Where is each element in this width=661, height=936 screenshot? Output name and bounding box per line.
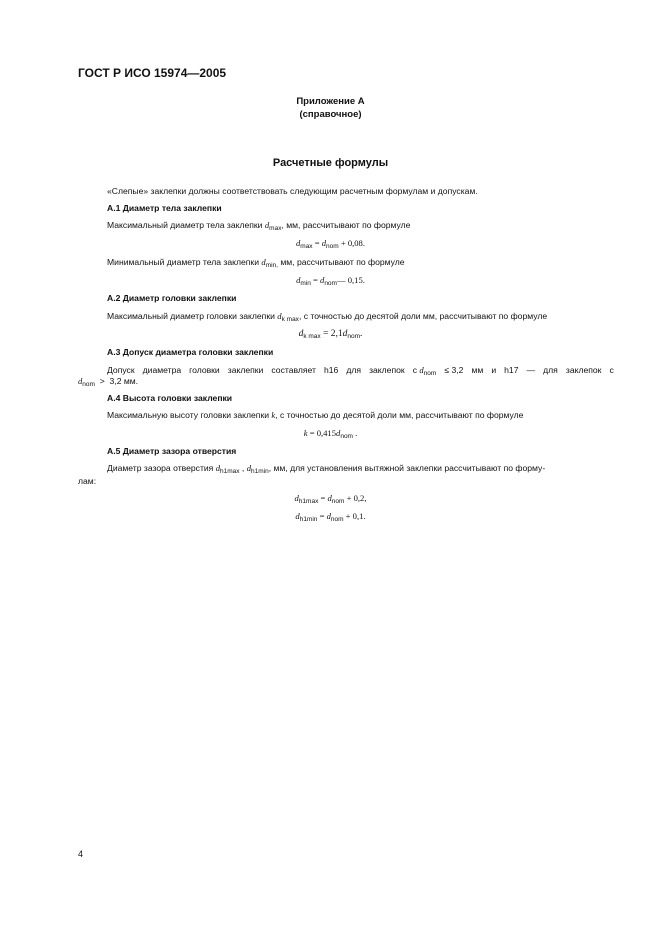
a4-formula: $k = 0,415d_{nom}$ . — [303, 428, 358, 440]
a1-paragraph-max: Максимальный диаметр тела заклепки $d_{max}$, мм, рассчитывают по формуле — [107, 220, 411, 232]
a1-formula-max: $d_{max} = d_{nom} + 0,08$. — [295, 238, 366, 250]
a3-paragraph-line2: $d_{nom} > 3,2$ мм. — [78, 376, 139, 388]
a5-paragraph-line1: Диаметр зазора отверстия $d_{h1max}$ , $d_{h1min}$, мм, для установления вытяжной заклепки рассчитывают по форму- — [107, 463, 546, 475]
section-title: Расчетные формулы — [272, 157, 389, 169]
a5-heading: А.5 Диаметр зазора отверстия — [107, 446, 237, 456]
a2-formula: $d_{k max} = 2,1d_{nom}$. — [298, 329, 363, 340]
document-header: ГОСТ Р ИСО 15974—2005 — [78, 66, 227, 80]
annex-title: Приложение А — [296, 96, 365, 107]
a4-paragraph: Максимальную высоту головки заклепки k, с точностью до десятой доли мм, рассчитывают по формуле — [107, 410, 524, 420]
a2-heading: А.2 Диаметр головки заклепки — [107, 293, 237, 303]
a3-heading: А.3 Допуск диаметра головки заклепки — [107, 347, 274, 357]
a4-heading: А.4 Высота головки заклепки — [107, 393, 233, 403]
a5-formula-max: $d_{h1max} = d_{nom} + 0,2$, — [294, 493, 367, 505]
a1-paragraph-min: Минимальный диаметр тела заклепки $d_{min,}$ мм, рассчитывают по формуле — [107, 257, 405, 269]
a5-formula-min: $d_{h1min} = d_{nom} + 0,1$. — [295, 511, 366, 523]
a1-heading: А.1 Диаметр тела заклепки — [107, 203, 222, 213]
intro-paragraph: «Слепые» заклепки должны соответствовать следующим расчетным формулам и допускам. — [107, 186, 478, 196]
a3-paragraph-line1: Допуск диаметра головки заклепки составляет h16 для заклепок с $d_{nom}$ ≤ 3,2 мм и h17 — для заклепок с — [107, 365, 614, 377]
annex-subtitle: (справочное) — [299, 109, 362, 120]
a1-formula-min: $d_{min}$ = $d_{nom}—$ 0,15. — [296, 275, 365, 287]
a5-paragraph-line2: лам: — [78, 476, 97, 486]
page-number: 4 — [78, 849, 84, 859]
a2-paragraph: Максимальный диаметр головки заклепки $d_{k max}$, с точностью до десятой доли мм, рассчитывают по формуле — [107, 311, 548, 323]
